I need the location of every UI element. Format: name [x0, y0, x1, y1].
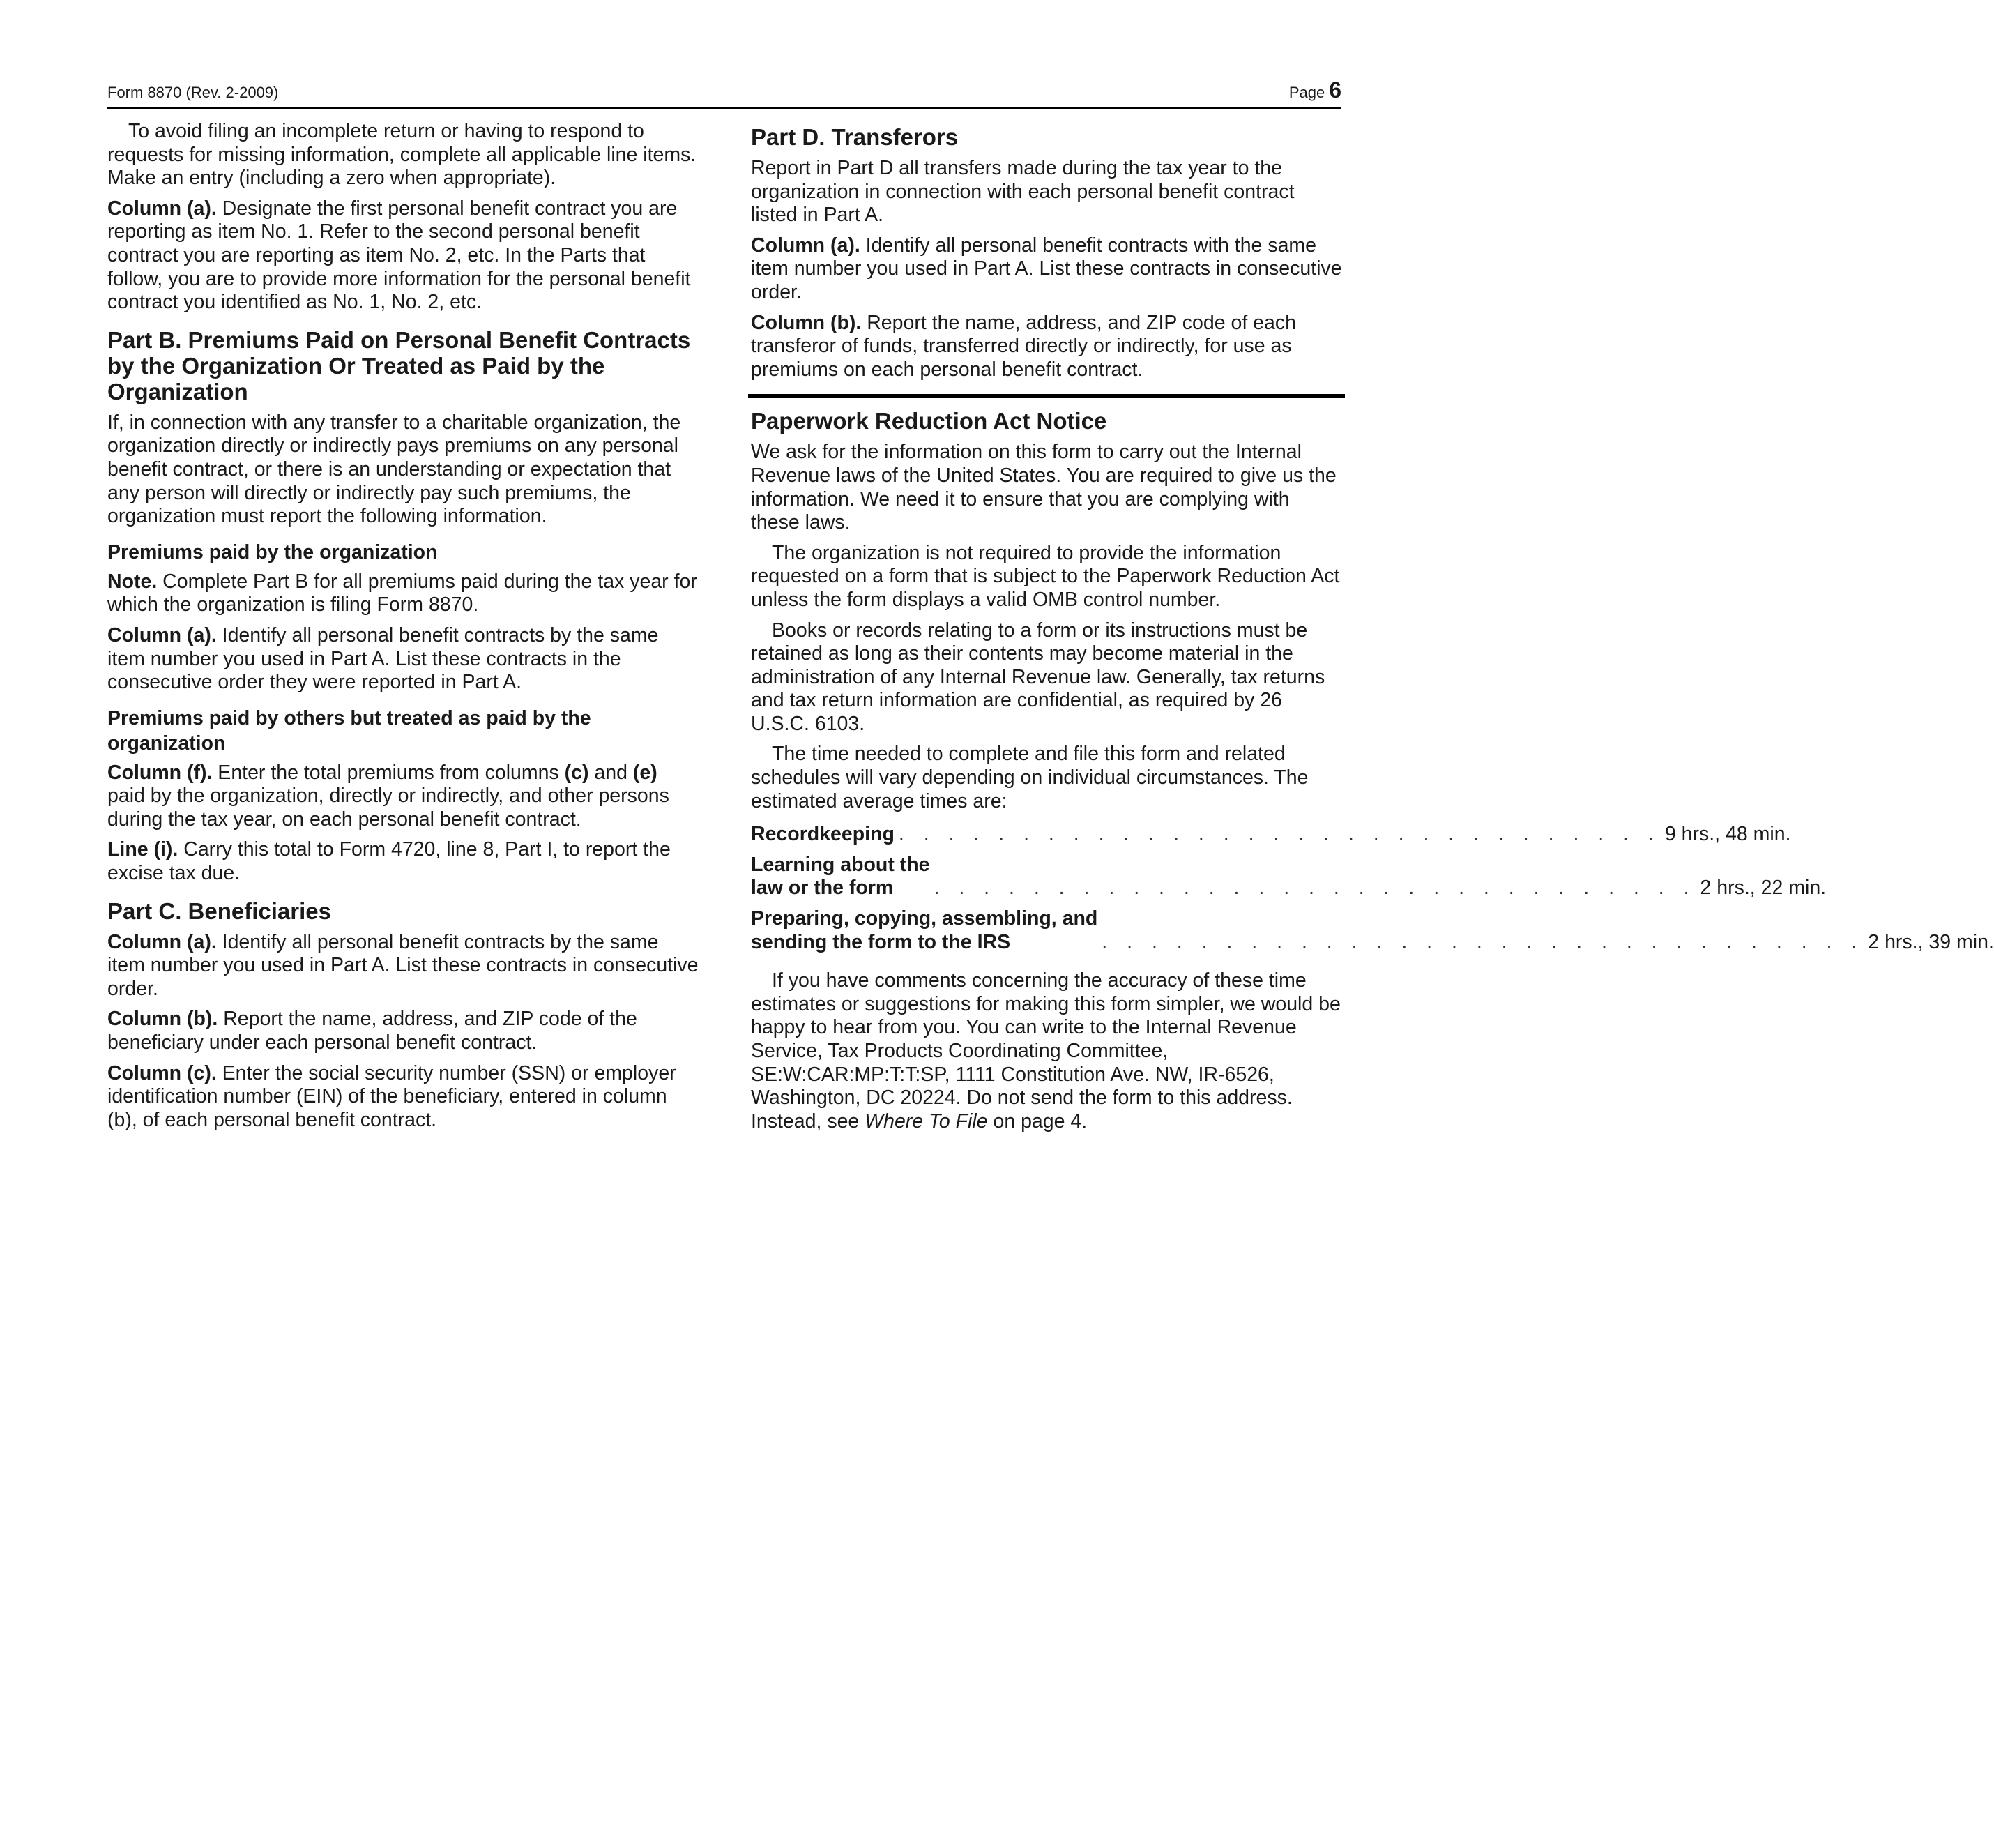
pra-paragraph-5-text: If you have comments concerning the accuracy of these time estimates or suggestions for making this form simpler, we would be happy to hear from you. You can write to the Internal Revenue Service, Tax Products Coordinating Committee, SE:W:CAR:MP:T:T:SP, 1111 Constitution Ave. NW, IR-6526, Washington, DC 20224. Do not send the form to this address. Instead, see [751, 969, 1341, 1133]
partd-column-b-text: Report the name, address, and ZIP code of each transferor of funds, transferred directly or indirectly, for use as premiums on each personal benefit contract. [751, 311, 1296, 381]
line-i-paragraph [107, 838, 700, 885]
time-label-line-1: Preparing, copying, assembling, and [751, 907, 1098, 930]
page-number: 6 [1329, 77, 1341, 103]
pra-paragraph-3: Books or records relating to a form or its instructions must be retained as long as their contents may become material in the administration of any Internal Revenue law. Generally, tax returns and tax return information are confidential, as required by 26 U.S.C. 6103. [751, 619, 1325, 735]
section-divider [748, 394, 1345, 398]
form-identifier: Form 8870 (Rev. 2-2009) [107, 84, 279, 101]
partc-column-a-lead: Column (a). [107, 930, 217, 953]
partc-column-a-text: Identify all personal benefit contracts by the same item number you used in Part A. List these contracts in consecutive order. [107, 930, 699, 1000]
time-label [751, 907, 1097, 954]
column-f-text-1: Enter the total premiums from columns [212, 761, 565, 784]
partc-column-c-text: Enter the social security number (SSN) or employer identification number (EIN) of the beneficiary, entered in column (b), of each personal benefit contract. [107, 1061, 676, 1131]
partc-column-b-lead: Column (b). [107, 1008, 218, 1031]
time-estimates-table [751, 823, 1994, 954]
time-label-line-2: sending the form to the IRS [751, 930, 1011, 953]
time-label-line-2: law or the form [751, 877, 894, 900]
column-f-and: and [588, 761, 633, 784]
partd-column-b-lead: Column (b). [751, 311, 862, 334]
partd-column-a-paragraph [751, 234, 1342, 305]
leader-dots: . . . . . . . . . . . . . . . . . . . . . . . . . . . . . . . [898, 823, 1661, 846]
intro-paragraph: To avoid filing an incomplete return or having to respond to requests for missing information, complete all applicable line items. Make an entry (including a zero when appropriate). [107, 120, 697, 190]
page-header [107, 78, 1341, 109]
partd-column-a-lead: Column (a). [751, 234, 860, 257]
column-c-ref: (c) [564, 761, 589, 784]
time-row-learning [751, 853, 1827, 900]
column-f-text-2: paid by the organization, directly or indirectly, and other persons during the tax year, on each personal benefit contract. [107, 785, 669, 831]
time-label-line-1: Learning about the [751, 853, 930, 876]
part-d-heading: Part D. Transferors [751, 124, 959, 150]
premiums-others-heading: Premiums paid by others but treated as paid by the organization [107, 706, 591, 755]
leader-dots: . . . . . . . . . . . . . . . . . . . . . . . . . . . . . . . [1102, 930, 1864, 953]
partb-column-a-text: Identify all personal benefit contracts by the same item number you used in Part A. List these contracts in the consecutive order they were reported in Part A. [107, 623, 659, 694]
partc-column-c-lead: Column (c). [107, 1061, 217, 1084]
paperwork-reduction-heading: Paperwork Reduction Act Notice [751, 408, 1107, 434]
part-b-paragraph: If, in connection with any transfer to a charitable organization, the organization directly or indirectly pays premiums on any personal benefit contract, or there is an understanding or expectation that any person will directly or indirectly pay such premiums, the organization must report the following information. [107, 411, 681, 528]
time-label [751, 854, 930, 900]
part-c-heading: Part C. Beneficiaries [107, 898, 331, 924]
pra-paragraph-5-end: on page 4. [987, 1109, 1088, 1133]
column-f-lead: Column (f). [107, 761, 213, 784]
partc-column-b-paragraph [107, 1008, 700, 1054]
time-value: 9 hrs., 48 min. [1664, 823, 1791, 846]
pra-paragraph-2: The organization is not required to provide the information requested on a form that is subject to the Paperwork Reduction Act unless the form displays a valid OMB control number. [751, 541, 1340, 611]
note-text: Complete Part B for all premiums paid during the tax year for which the organization is filing Form 8870. [107, 570, 697, 616]
part-d-paragraph: Report in Part D all transfers made during the tax year to the organization in connection with each personal benefit contract listed in Part A. [751, 157, 1295, 227]
premiums-org-heading: Premiums paid by the organization [107, 540, 438, 563]
partc-column-b-text: Report the name, address, and ZIP code of the beneficiary under each personal benefit contract. [107, 1008, 637, 1054]
line-i-text: Carry this total to Form 4720, line 8, Part I, to report the excise tax due. [107, 838, 671, 885]
page-number-label [1289, 77, 1341, 103]
time-row-preparing [751, 907, 1994, 954]
time-value: 2 hrs., 22 min. [1700, 877, 1827, 900]
column-a-text: Designate the first personal benefit contract you are reporting as item No. 1. Refer to the second personal benefit contract you are reporting as item No. 2, etc. In the Parts that follow, you are to provide more information for the personal benefit contract you identified as No. 1, No. 2, etc. [107, 197, 691, 314]
note-paragraph [107, 570, 700, 617]
partd-column-a-text: Identify all personal benefit contracts with the same item number you used in Part A. List these contracts in consecutive order. [751, 234, 1342, 303]
line-i-lead: Line (i). [107, 838, 178, 861]
partc-column-c-paragraph [107, 1062, 700, 1133]
time-label: Recordkeeping [751, 823, 895, 846]
parta-column-a-paragraph [107, 197, 700, 315]
partd-column-b-paragraph [751, 312, 1342, 382]
partb-column-a-lead: Column (a). [107, 623, 217, 646]
note-lead: Note. [107, 570, 158, 593]
page-label: Page [1288, 84, 1325, 101]
partc-column-a-paragraph [107, 931, 700, 1001]
part-b-heading: Part B. Premiums Paid on Personal Benefit Contracts by the Organization Or Treated as Paid by the Organization [107, 326, 691, 404]
partb-column-a-paragraph [107, 624, 700, 695]
where-to-file-ref: Where To File [865, 1109, 988, 1133]
time-value: 2 hrs., 39 min. [1868, 930, 1994, 953]
time-row-recordkeeping [751, 823, 1791, 847]
column-e-ref: (e) [632, 761, 657, 784]
pra-paragraph-5 [751, 969, 1342, 1133]
column-a-lead: Column (a). [107, 197, 217, 220]
leader-dots: . . . . . . . . . . . . . . . . . . . . . . . . . . . . . . . [934, 877, 1696, 900]
pra-paragraph-4: The time needed to complete and file this form and related schedules will vary depending on individual circumstances. The estimated average times are: [751, 743, 1309, 812]
column-f-paragraph [107, 762, 700, 832]
left-column [107, 120, 700, 1139]
pra-paragraph-1: We ask for the information on this form to carry out the Internal Revenue laws of the United States. You are required to give us the information. We need it to ensure that you are complying with these laws. [751, 441, 1337, 534]
right-column [751, 120, 1994, 1140]
